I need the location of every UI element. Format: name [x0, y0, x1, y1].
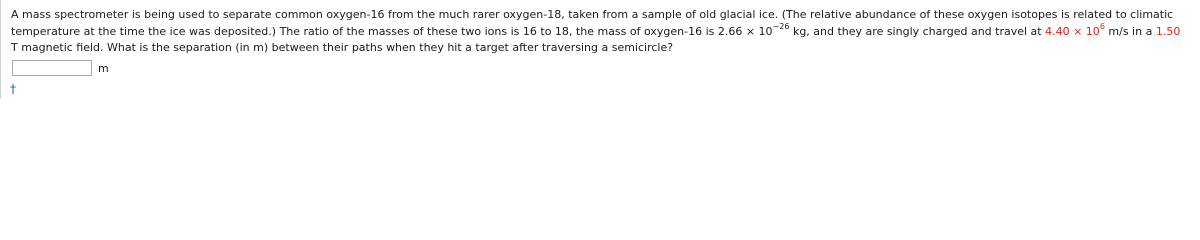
question-part-1: A mass spectrometer is being used to separate common oxygen-16 from the much rarer oxygen-18, taken from a sample of old glacial ice. (The relative abundance of these oxygen isotopes is related to climatic temperature at the time the ice was deposited.) The ratio of the masses of these two ions is 16 to 18, the mass of oxygen-16 is 2.66 × 10: [11, 8, 1174, 38]
velocity-exponent: 6: [1099, 21, 1105, 31]
answer-unit: m: [98, 61, 109, 75]
question-text: [11, 7, 1186, 57]
answer-row: [12, 60, 109, 76]
velocity-mantissa: 4.40 × 10: [1045, 24, 1100, 38]
velocity-value: [1045, 21, 1105, 38]
dagger-icon[interactable]: †: [10, 82, 16, 96]
question-part-2: kg, and they are singly charged and travel at: [789, 24, 1046, 38]
question-part-3: m/s in a: [1104, 24, 1156, 38]
mass-exponent: −26: [772, 21, 790, 31]
field-value: 1.50: [1155, 24, 1181, 38]
answer-input[interactable]: [12, 60, 92, 76]
question-panel: [0, 0, 1200, 99]
question-part-4: T magnetic field. What is the separation (in m) between their paths when they hit a target after traversing a semicircle?: [11, 41, 674, 54]
